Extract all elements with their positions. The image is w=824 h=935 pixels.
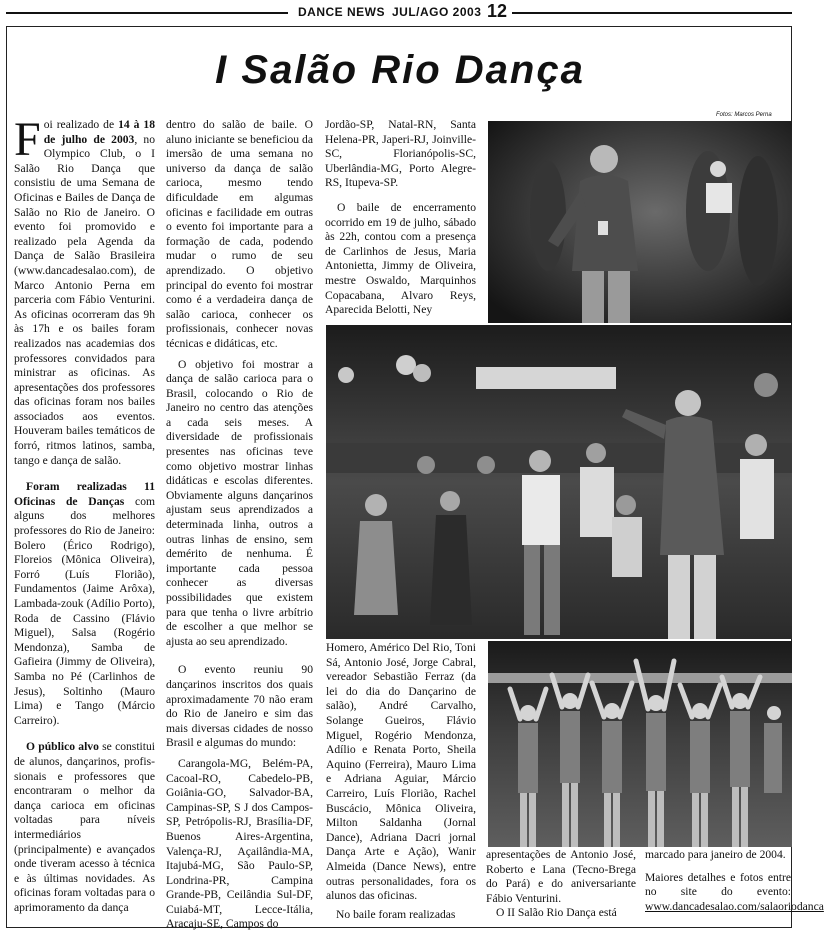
drop-cap: F: [14, 113, 41, 166]
photo-workshop-crowd: [326, 325, 792, 639]
article-column-3-lower: [326, 641, 476, 922]
article-title: I Salão Rio Dança: [215, 48, 585, 92]
header-rule-right: [512, 12, 792, 14]
more-info-paragraph: Maiores detalhes e fotos entre no site do evento: www.dancadesalao.com/salaoriodanca: [645, 870, 824, 913]
photo-dancers-arms-raised: [488, 641, 792, 847]
photo-instructor: [488, 121, 792, 323]
cities-list-cont: Jordão-SP, Natal-RN, Santa Helena-PR, Japeri-RJ, Joinville-SC, Florianópolis-SC, Uberlândia-MG, Porto Alegre-RS, Itupeva-SP.: [325, 118, 476, 190]
article-column-5-lower: [645, 848, 824, 922]
body-paragraph: dentro do salão de baile. O aluno iniciante se beneficiou da imersão de uma semana no universo da dança de salão carioca, mesmo tendo dificuldade em algumas oficinas e facilidade em outras o evento foi importante para a formação de cada, podendo mudar o rumo de seu aprendizado. O objetivo principal do evento foi mostrar como é a verdadeira dança de salão carioca, conhecer os profissionais, conhecer novas técnicas e didáticas, etc.: [166, 118, 313, 350]
issue-date: JUL/AGO 2003: [392, 5, 482, 19]
workshops-paragraph: Foram realizadas 11 Oficinas de Danças com alguns dos melhores professores do Rio de Janeiro: Bolero (Érico Rodrigo), Floreios (Mônica Oliveira), Forró (Luís Florião), Fundamentos (Jaime Arôxa), Lambada-zouk (Adílio Porto), Roda de Cassino (Flávio Miguel), Salsa (Rogério Mendonza), Samba de Gafieira (Jimmy de Oliveira), Samba no Pé (Carlinhos de Jesus), Soltinho (Mauro Lima) e Tango (Márcio Carreiro).: [14, 480, 156, 727]
header-rule-left: [6, 12, 288, 14]
closing-ball-paragraph: O baile de encerramento ocorrido em 19 de julho, sábado às 22h, contou com a presença de Carlinhos de Jesus, Maria Antonietta, Jimmy de Oliveira, mestre Oswaldo, Marquinhos Copacabana, Alvaro Reys, Aparecida Belotti, Ney: [325, 200, 476, 317]
body-paragraph: O evento reuniu 90 dançarinos inscritos dos quais aproximadamente 70 não eram do Rio de Janeiro e sim das mais diversas cidades de nosso Brasil e algumas do mundo:: [166, 663, 313, 750]
article-column-4-lower: [486, 848, 636, 921]
intro-paragraph: Foi realizado de 14 à 18 de julho de 2003, no Olympico Club, o I Salão Rio Dança que consistiu de uma Semana de Oficinas e Bailes de Dança de Salão no Rio de Janeiro. O evento foi promovido e realizado pela Agenda da Dança de Salão Brasileira (www.dancadesalao.com), de Marco Antonio Perna em parceria com Fábio Venturini. As oficinas ocorreram das 9h às 17h e os bailes foram realizados nas academias dos professores convidados para ministrar as oficinas. As apresentações dos professores das oficinas foram nos bailes associados aos eventos. Houveram bailes temáticos de forró, ritmos latinos, samba, tango e dança de salão.: [14, 113, 156, 467]
page-header: [0, 0, 800, 26]
body-paragraph: O objetivo foi mostrar a dança de salão carioca para o Brasil, colocando o Rio de Janeiro no centro das atenções a cada seis meses. A diversidade de profissionais presentes nas oficinas teve como objetivo mostrar linhas didáticas e escolas diferentes. Obviamente alguns dançarinos ajustam seus aprendizados a determinada linha, outros a outras linhas de ensino, sem demérito de nenhuma. É importante cada pessoa conhecer as diversas possibilidades que existem para que tenha o livre arbítrio de escolher a que melhor se ajusta ao seu aprendizado.: [166, 357, 313, 648]
publication-name: DANCE NEWS: [298, 5, 386, 19]
photo-credit: Fotos: Marcos Perna: [716, 112, 772, 118]
article-column-1: [14, 113, 156, 928]
guests-paragraph: Homero, Américo Del Rio, Toni Sá, Antonio José, Jorge Cabral, vereador Sebastião Ferraz (da lei do dia do Dançarino de salão), André Carvalho, Solange Gueiros, Flávio Miguel, Rogério Mendonza, Adílio e Renata Porto, Sheila Aquino (Ferreira), Mauro Lima e Adriana Aguiar, Márcio Carreiro, Luís Florião, Rachel Buscácio, Mônica Oliveira, Milton Saldanha (Jornal Dance), Adriana Dacri jornal Dança Arte e Ação), Wanir Almeida (Dance News), entre outras personalidades, fora os alunos das oficinas.: [326, 641, 476, 903]
next-edition-paragraph: O II Salão Rio Dança está: [496, 906, 617, 920]
page-number: 12: [487, 1, 508, 21]
cities-list: Carangola-MG, Belém-PA, Cacoal-RO, Cabedelo-PB, Goiânia-GO, Salvador-BA, Campinas-SP, S J dos Campos-SP, Petrópolis-RJ, Brasília-DF, Buenos Aires-Argentina, Valença-RJ, Açailândia-MA, Itajubá-MG, São Paulo-SP, Londrina-PR, Campina Grande-PB, Ceilândia Sul-DF, Cuiabá-MT, Lecce-Itália, Aracaju-SE, Campos do: [166, 756, 313, 931]
audience-paragraph: O público alvo se constitui de alunos, dançarinos, profis-sionais e professores que encontraram o melhor da dança carioca em oficinas voltadas para níveis intermediários (principalmente) e avançados onde tiveram acesso à técnica e às últimas novidades. As oficinas foram voltadas para o aprimoramento da dança: [14, 740, 156, 914]
next-edition-date: marcado para janeiro de 2004.: [645, 848, 786, 861]
article-column-3: [325, 118, 476, 328]
event-website-link[interactable]: www.dancadesalao.com/salaoriodanca: [645, 899, 824, 913]
article-column-2: [166, 118, 313, 931]
performances-paragraph: apresentações de Antonio José, Roberto e Lana (Tecno-Brega do Pará) e do aniversariante Fábio Venturini.: [486, 848, 636, 905]
body-paragraph: No baile foram realizadas: [336, 907, 456, 921]
